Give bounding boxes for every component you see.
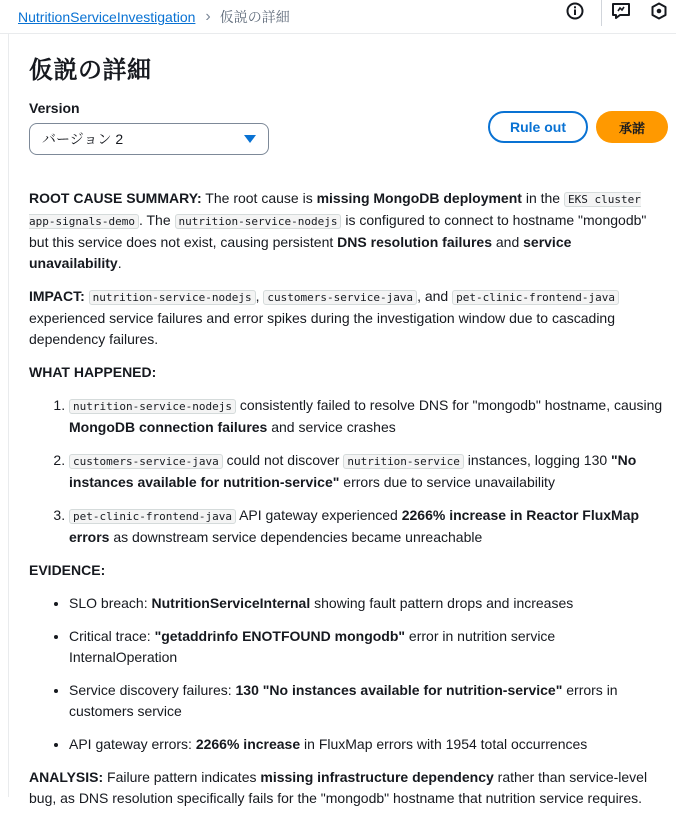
- text: ,: [255, 288, 264, 304]
- evidence-heading: EVIDENCE:: [29, 562, 106, 578]
- page-title: 仮説の詳細: [29, 57, 152, 84]
- bold-text: "No instances available for nutrition-service": [69, 452, 637, 490]
- approve-button[interactable]: 承諾: [596, 111, 668, 143]
- text: Critical trace:: [69, 628, 155, 644]
- analysis-label: ANALYSIS:: [29, 769, 104, 785]
- version-select[interactable]: [29, 123, 269, 155]
- impact-label: IMPACT:: [29, 288, 85, 304]
- list-item: [69, 505, 665, 548]
- breadcrumb: [18, 7, 290, 27]
- bold-text: "getaddrinfo ENOTFOUND mongodb": [154, 628, 406, 644]
- breadcrumb-separator-icon: ›: [205, 8, 211, 25]
- rule-out-button[interactable]: Rule out: [488, 111, 588, 143]
- text: .: [117, 255, 122, 271]
- text: SLO breach:: [69, 595, 152, 611]
- bold-text: service unavailability: [29, 234, 572, 271]
- top-bar: [0, 0, 676, 34]
- text: error in nutrition service InternalOperation: [69, 628, 556, 665]
- evidence-list: [29, 593, 665, 755]
- text: and service crashes: [267, 419, 396, 435]
- text: showing fault pattern drops and increases: [310, 595, 574, 611]
- bold-text: missing MongoDB deployment: [316, 190, 522, 206]
- text: errors in customers service: [69, 682, 618, 719]
- text: experienced service failures and error spikes during the investigation window due to cascading dependency failures.: [29, 310, 615, 347]
- bold-text: 2266% increase in Reactor FluxMap errors: [69, 507, 640, 545]
- version-label: Version: [29, 100, 80, 116]
- text: Failure pattern indicates: [103, 769, 261, 785]
- text: errors due to service unavailability: [339, 474, 555, 490]
- code-service: customers-service-java: [263, 290, 417, 305]
- bold-text: NutritionServiceInternal: [151, 595, 311, 611]
- text: consistently failed to resolve DNS for "mongodb" hostname, causing: [235, 397, 663, 413]
- text: in FluxMap errors with 1954 total occurrences: [300, 736, 588, 752]
- code-service: nutrition-service-nodejs: [89, 290, 256, 305]
- text: rather than service-level bug, as DNS resolution specifically fails for the "mongodb" hostname that nutrition service requires.: [29, 769, 648, 806]
- code-service: pet-clinic-frontend-java: [69, 509, 236, 524]
- bold-text: DNS resolution failures: [337, 234, 492, 250]
- text: as downstream service dependencies became unreachable: [109, 529, 483, 545]
- panel-divider: [8, 34, 9, 797]
- list-item: [69, 395, 665, 438]
- hypothesis-details: [29, 188, 665, 821]
- text: , and: [417, 288, 453, 304]
- list-item: [69, 734, 665, 755]
- text: API gateway experienced: [235, 507, 402, 523]
- root-cause-label: ROOT CAUSE SUMMARY:: [29, 190, 202, 206]
- caret-down-icon: [244, 135, 256, 143]
- root-cause-paragraph: [29, 188, 665, 274]
- version-select-value: バージョン 2: [42, 131, 124, 147]
- code-service: customers-service-java: [69, 454, 223, 469]
- text: . The: [138, 212, 175, 228]
- code-cluster: EKS cluster app-signals-demo: [29, 193, 641, 228]
- what-happened-list: [29, 395, 665, 548]
- toolbar-divider: [601, 0, 602, 26]
- breadcrumb-current: 仮説の詳細: [219, 9, 290, 25]
- bold-text: 2266% increase: [195, 736, 301, 752]
- info-icon[interactable]: [564, 0, 586, 22]
- list-item: [69, 593, 665, 614]
- text: could not discover: [222, 452, 344, 468]
- code-service: nutrition-service-nodejs: [175, 214, 342, 229]
- code-service: nutrition-service-nodejs: [69, 399, 236, 414]
- list-item: [69, 680, 665, 722]
- text: in the: [521, 190, 564, 206]
- text: is configured to connect to hostname "mongodb" but this service does not exist, causing persistent: [29, 212, 647, 250]
- text: and: [491, 234, 524, 250]
- bold-text: missing infrastructure dependency: [260, 769, 494, 785]
- code-service: pet-clinic-frontend-java: [452, 290, 619, 305]
- code-service: nutrition-service: [343, 454, 464, 469]
- text: Service discovery failures:: [69, 682, 236, 698]
- shield-icon[interactable]: [648, 0, 670, 22]
- what-happened-heading: WHAT HAPPENED:: [29, 364, 157, 380]
- analysis-paragraph: [29, 767, 665, 809]
- text: The root cause is: [201, 190, 317, 206]
- feedback-icon[interactable]: [610, 0, 632, 22]
- list-item: [69, 626, 665, 668]
- breadcrumb-link-investigation[interactable]: NutritionServiceInvestigation: [18, 9, 196, 25]
- list-item: [69, 450, 665, 493]
- text: instances, logging 130: [463, 452, 612, 468]
- impact-paragraph: [29, 286, 665, 350]
- bold-text: MongoDB connection failures: [69, 419, 268, 435]
- text: API gateway errors:: [69, 736, 196, 752]
- bold-text: 130 "No instances available for nutrition-service": [235, 682, 563, 698]
